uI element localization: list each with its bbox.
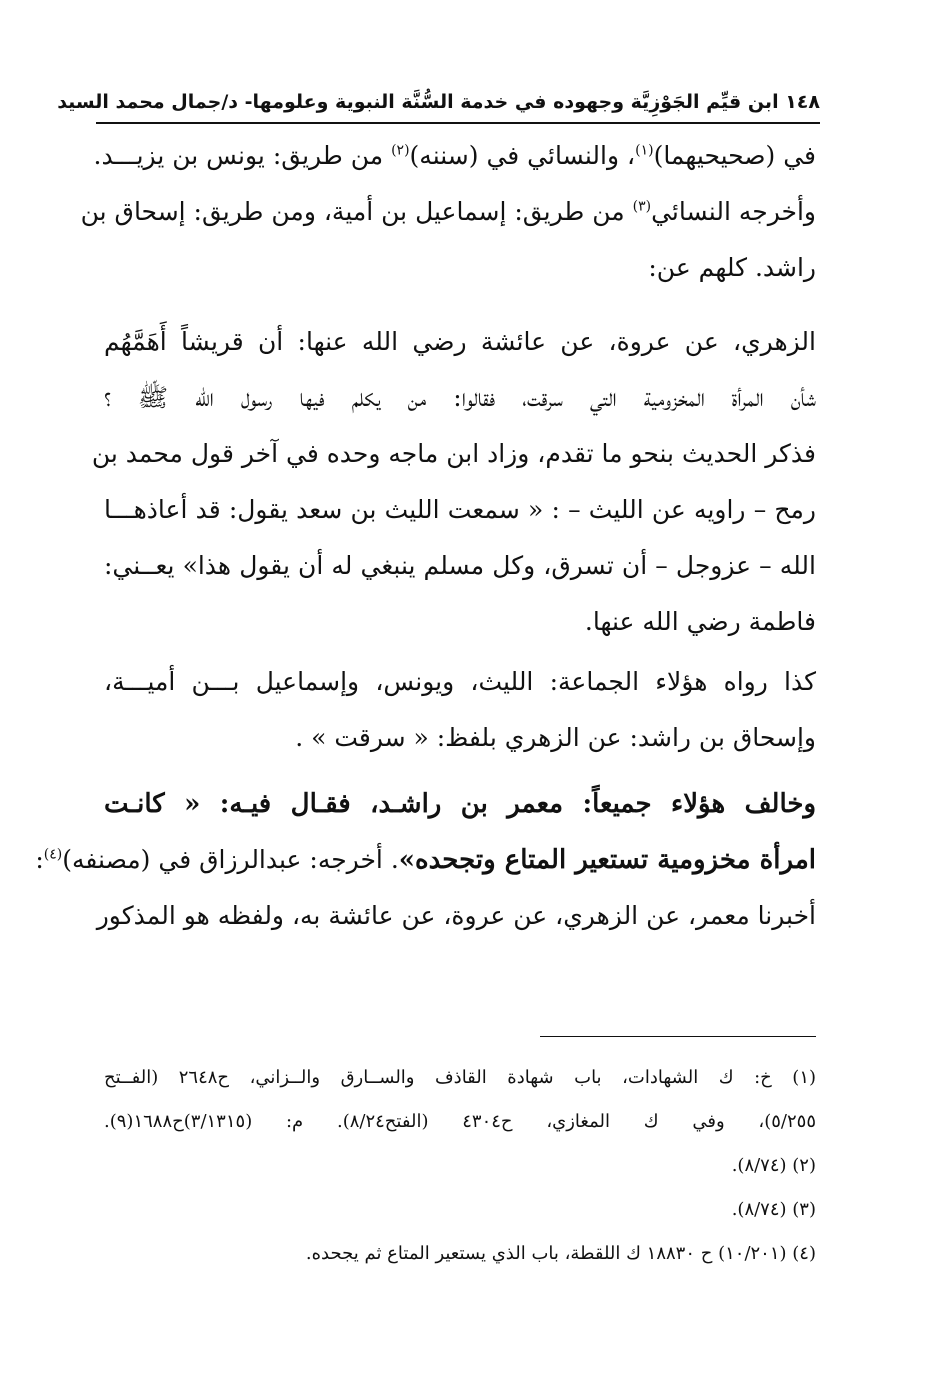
body-line: راشد. كلهم عن: <box>648 253 816 282</box>
body-line: شأن المرأة المخزومية التي سرقت، فقالوا: من يكلم فيها رسول الله ﷺ ؟ <box>104 383 816 412</box>
body-line: وإسحاق بن راشد: عن الزهري بلفظ: « سرقت » . <box>295 723 816 752</box>
footnote-2: (٢) (٨/٧٤). <box>731 1155 816 1176</box>
footnote-4: (٤) (١٠/٢٠١) ح ١٨٨٣٠ ك اللقطة، باب الذي يستعير المتاع ثم يجحده. <box>305 1243 816 1264</box>
body-line: فذكر الحديث بنحو ما تقدم، وزاد ابن ماجه وحده في آخر قول محمد بن <box>91 439 816 468</box>
body-line: أخبرنا معمر، عن الزهري، عن عروة، عن عائشة به، ولفظه هو المذكور <box>96 901 816 930</box>
body-line: وأخرجه النسائي$^{(٣)}$ من طريق: إسماعيل بن أمية، ومن طريق: إسحاق بن <box>80 197 816 226</box>
footnote-ref[interactable]: (١) <box>635 142 654 159</box>
body-line-bold: وخالف هؤلاء جميعاً: معمر بن راشـد، فقـال فيـه: « كانـت <box>104 789 816 819</box>
body-line: رمح – راويه عن الليث – : « سمعت الليث بن سعد يقول: قد أعاذهـــا <box>104 495 816 524</box>
footnote-ref[interactable]: (٢) <box>391 142 410 159</box>
running-header <box>57 84 820 120</box>
footnote-rule <box>540 1036 816 1037</box>
header-rule <box>96 122 820 124</box>
body-line: الله – عزوجل – أن تسرق، وكل مسلم ينبغي له أن يقول هذا» يعــني: <box>104 551 816 580</box>
footnote-3: (٣) (٨/٧٤). <box>731 1199 816 1220</box>
footnote-1-cont: ٥/٢٥٥)، وفي ك المغازي، ح٤٣٠٤ (الفتح٨/٢٤). م: (٣/١٣١٥)ح١٦٨٨(٩). <box>104 1111 817 1132</box>
footnote-1: (١) خ: ك الشهادات، باب شهادة القاذف والســارق والــزاني، ح٢٦٤٨ (الفــتح <box>104 1067 817 1088</box>
body-line: كذا رواه هؤلاء الجماعة: الليث، ويونس، وإسماعيل بـــن أميـــة، <box>104 667 816 696</box>
footnote-ref[interactable]: (٤) <box>43 846 63 863</box>
body-line: امرأة مخزومية تستعير المتاع وتجحده». أخرجه: عبدالرزاق في (مصنفه)$^{(٤)}$: <box>35 845 816 875</box>
running-title: ابن قيِّم الجَوْزِيَّة وجهوده في خدمة السُّنَّة النبوية وعلومها- د/جمال محمد السيد <box>57 91 779 113</box>
body-line: في (صحيحيهما)$^{(١)}$، والنسائي في (سننه)$^{(٢)}$ من طريق: يونس بن يزيـــد. <box>93 141 816 170</box>
page-number: ١٤٨ <box>785 91 820 113</box>
body-line: فاطمة رضي الله عنها. <box>584 607 816 636</box>
body-line: الزهري، عن عروة، عن عائشة رضي الله عنها: أن قريشاً أَهَمَّهُم <box>104 327 816 356</box>
footnote-ref[interactable]: (٣) <box>632 198 652 215</box>
